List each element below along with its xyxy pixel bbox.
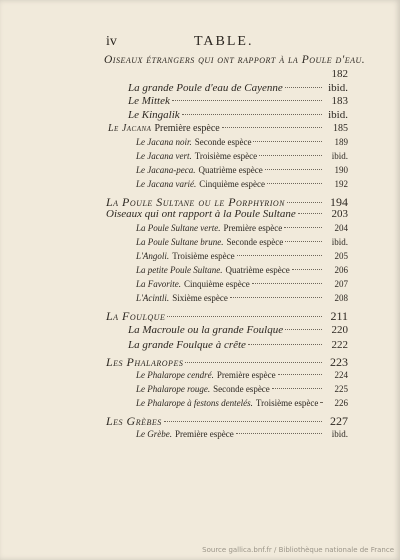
toc-entry [136, 265, 348, 275]
entry-species-note: Troisième espèce [255, 398, 319, 408]
toc-entry [136, 151, 348, 161]
entry-species-note: Quatrième espèce [225, 265, 290, 275]
entry-page-number: 227 [330, 414, 348, 428]
entry-title: Le Jacana vert. [136, 151, 192, 161]
entry-title: Le Phalarope rouge. [136, 384, 211, 394]
leader-dots [248, 344, 322, 345]
entry-title: La Poule Sultane ou le Porphyrion [106, 195, 285, 209]
leader-dots [298, 213, 322, 214]
entry-title: Le Jacana-peca. [136, 165, 196, 175]
leader-dots [292, 269, 322, 270]
leader-dots [230, 297, 322, 298]
entry-title: La grande Foulque à crête [128, 339, 246, 351]
entry-page-number: 211 [330, 309, 348, 323]
leader-dots [265, 169, 322, 170]
leader-dots [259, 155, 322, 156]
leader-dots [278, 374, 322, 375]
toc-entry [108, 123, 348, 134]
entry-species-note: Première espèce [175, 429, 234, 439]
toc-entry [106, 208, 348, 220]
page-title: TABLE. [194, 34, 254, 49]
toc-entry [300, 68, 348, 80]
toc-entry [106, 355, 348, 370]
entry-species-note: Seconde espèce [226, 237, 284, 247]
entry-species-note: Troisième espèce [172, 251, 235, 261]
leader-dots [172, 100, 322, 101]
entry-page-number: 189 [334, 137, 348, 147]
entry-page-number: ibid. [328, 109, 348, 121]
entry-species-note: Seconde espèce [194, 137, 252, 147]
leader-dots [320, 402, 322, 403]
entry-title: La Favorite. [136, 279, 181, 289]
leader-dots [164, 421, 322, 422]
entry-page-number: 204 [334, 223, 348, 233]
entry-page-number: 226 [334, 398, 348, 408]
entry-title: Le Grèbe. [136, 429, 172, 439]
leader-dots [237, 255, 322, 256]
entry-title: La grande Poule d'eau de Cayenne [128, 82, 283, 94]
entry-page-number: 190 [334, 165, 348, 175]
entry-species-note: Cinquième espèce [199, 179, 265, 189]
entry-species-note: Sixième espèce [172, 293, 228, 303]
toc-entry [136, 251, 348, 261]
leader-dots [287, 202, 322, 203]
entry-page-number: 194 [330, 195, 348, 209]
entry-species-note: Première espèce [216, 370, 276, 380]
leader-dots [185, 362, 322, 363]
entry-page-number: 182 [331, 68, 348, 80]
leader-dots [252, 283, 322, 284]
leader-dots [284, 227, 322, 228]
toc-entry [136, 179, 348, 189]
toc-entry [136, 223, 348, 233]
entry-page-number: 208 [334, 293, 348, 303]
entry-title: Oiseaux qui ont rapport à la Poule Sultane [106, 208, 296, 220]
toc-entry [136, 429, 348, 439]
entry-species-note: Cinquième espèce [184, 279, 250, 289]
leader-dots [285, 87, 322, 88]
entry-title: Le Phalarope cendré. [136, 370, 214, 380]
entry-title: Oiseaux étrangers qui ont rapport à la Poule d'eau. [104, 54, 366, 66]
entry-title: Le Jacana [108, 123, 152, 134]
entry-page-number: ibid. [331, 237, 348, 247]
toc-entry [106, 414, 348, 429]
entry-page-number: 220 [331, 324, 348, 336]
entry-species-note: Seconde espèce [213, 384, 270, 394]
toc-entry [128, 82, 348, 94]
toc-entry [136, 137, 348, 147]
entry-title: La petite Poule Sultane. [136, 265, 223, 275]
entry-page-number: ibid. [328, 82, 348, 94]
entry-page-number: 222 [331, 339, 348, 351]
entry-species-note: Première espèce [223, 223, 283, 233]
toc-entry [136, 293, 348, 303]
entry-title: Le Phalarope à festons dentelés. [136, 398, 253, 408]
entry-page-number: 205 [334, 251, 348, 261]
toc-entry [136, 279, 348, 289]
entry-species-note: Première espèce [154, 123, 220, 134]
entry-page-number: ibid. [331, 151, 348, 161]
entry-page-number: ibid. [331, 429, 348, 439]
toc-entry [106, 309, 348, 324]
entry-title: Le Kingalik [128, 109, 180, 121]
entry-title: L'Angoli. [136, 251, 170, 261]
entry-title: La Macroule ou la grande Foulque [128, 324, 284, 336]
leader-dots [167, 316, 322, 317]
leader-dots [253, 141, 322, 142]
toc-entry [104, 54, 366, 66]
toc-entry [136, 165, 348, 175]
entry-title: L'Acintli. [136, 293, 170, 303]
leader-dots [285, 329, 322, 330]
entry-title: La Poule Sultane verte. [136, 223, 221, 233]
entry-page-number: 183 [331, 95, 348, 107]
toc-entry [128, 109, 348, 121]
leader-dots [222, 127, 322, 128]
entry-title: La Foulque [106, 309, 166, 323]
leader-dots [236, 433, 322, 434]
entry-title: Les Phalaropes [106, 355, 184, 369]
entry-page-number: 207 [334, 279, 348, 289]
toc-entry [128, 95, 348, 107]
entry-title: La Poule Sultane brune. [136, 237, 224, 247]
entry-title: Les Grèbes [106, 414, 162, 428]
entry-page-number: 224 [334, 370, 348, 380]
entry-page-number: 203 [331, 208, 348, 220]
entry-species-note: Troisième espèce [194, 151, 258, 161]
leader-dots [272, 388, 322, 389]
toc-entry [136, 370, 348, 380]
leader-dots [285, 241, 322, 242]
source-credit: Source gallica.bnf.fr / Bibliothèque nationale de France [202, 546, 394, 554]
entry-title: Le Jacana varié. [136, 179, 197, 189]
entry-title: Le Mittek [128, 95, 170, 107]
toc-entry [136, 398, 348, 408]
leader-dots [182, 114, 322, 115]
page-header [0, 34, 400, 52]
toc-entry [136, 237, 348, 247]
toc-entry [136, 384, 348, 394]
page-folio: iv [106, 34, 117, 49]
entry-page-number: 206 [334, 265, 348, 275]
toc-entry [128, 339, 348, 351]
entry-page-number: 192 [334, 179, 348, 189]
toc-entry [128, 324, 348, 336]
entry-species-note: Quatrième espèce [198, 165, 263, 175]
entry-page-number: 225 [334, 384, 348, 394]
entry-page-number: 185 [333, 123, 348, 134]
leader-dots [267, 183, 322, 184]
entry-title: Le Jacana noir. [136, 137, 192, 147]
entry-page-number: 223 [330, 355, 348, 369]
